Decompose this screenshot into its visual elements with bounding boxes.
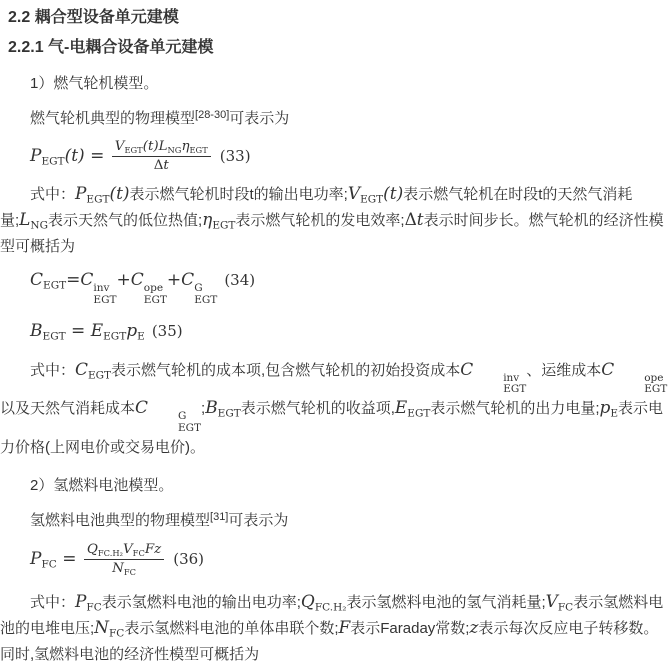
math-token xyxy=(19,209,48,232)
math-superscript: G xyxy=(194,282,203,295)
math-superscript: ope xyxy=(644,371,664,384)
math-token xyxy=(75,358,112,382)
math-token xyxy=(30,549,57,569)
math-supsub xyxy=(144,283,167,307)
math-token xyxy=(91,321,127,341)
math-token xyxy=(30,270,66,290)
math-base: B xyxy=(205,397,218,418)
equation-number: (34) xyxy=(224,271,256,290)
text-run: + xyxy=(166,270,182,291)
math-token xyxy=(154,542,161,557)
math-base: P xyxy=(75,591,87,612)
math-token xyxy=(599,397,619,420)
math-base: Δ xyxy=(404,209,417,230)
equation-34 xyxy=(30,268,672,307)
equation-number: (33) xyxy=(219,147,251,166)
math-subscript: EGT xyxy=(194,294,218,307)
list-item-1-title: 1）燃气轮机模型。 xyxy=(30,75,159,92)
citation-superscript: [28-30] xyxy=(195,109,230,121)
math-subscript: EGT xyxy=(360,193,384,206)
math-subscript: EGT xyxy=(407,407,431,420)
gas-turbine-intro xyxy=(0,106,672,132)
math-token xyxy=(112,561,136,576)
math-argument: (t) xyxy=(383,183,404,204)
math-base: V xyxy=(545,591,558,612)
math-subscript: EGT xyxy=(503,383,527,396)
text-run: = xyxy=(65,320,91,341)
fraction xyxy=(112,139,211,174)
math-subscript: FC xyxy=(132,547,145,558)
math-base: C xyxy=(460,358,474,379)
math-base: C xyxy=(80,270,94,291)
math-base: p xyxy=(599,397,611,418)
math-token xyxy=(347,183,404,206)
math-base: Q xyxy=(86,541,98,557)
math-token xyxy=(163,158,168,173)
math-subscript: E xyxy=(610,407,619,420)
text-run: 表示燃气轮机的收益项, xyxy=(240,400,395,418)
math-token xyxy=(75,183,130,206)
math-token xyxy=(405,209,417,229)
equation-number: (36) xyxy=(173,550,205,568)
math-subscript: EGT xyxy=(177,422,202,435)
math-subscript: EGT xyxy=(212,219,236,232)
math-base: t xyxy=(416,209,424,230)
text-run: 表示燃气轮机的成本项,包含燃气轮机的初始投资成本 xyxy=(111,361,461,379)
math-base: p xyxy=(126,320,138,341)
math-supsub xyxy=(148,411,201,435)
math-token xyxy=(126,321,145,341)
text-run: 表示Faraday常数; xyxy=(350,620,470,638)
text-run: 表示电力价格(上网电价或交易电价)。 xyxy=(0,400,664,456)
math-token xyxy=(123,542,145,557)
text-run: = xyxy=(66,270,81,291)
math-token xyxy=(545,591,574,614)
math-token xyxy=(87,542,123,557)
math-subscript: EGT xyxy=(217,407,241,420)
math-base: F xyxy=(338,617,351,638)
math-supsub xyxy=(473,373,526,397)
math-base: V xyxy=(122,541,133,557)
math-base: V xyxy=(347,183,361,204)
math-token xyxy=(181,139,207,154)
text-run: 可表示为 xyxy=(228,511,289,529)
math-subscript: EGT xyxy=(644,383,668,396)
math-base: E xyxy=(90,320,104,341)
math-base: C xyxy=(30,270,44,291)
math-token xyxy=(394,397,431,420)
math-base: η xyxy=(202,209,213,230)
math-subscript: EGT xyxy=(43,279,67,292)
text-run: + xyxy=(116,270,131,291)
math-base: C xyxy=(130,270,144,291)
math-subscript: EGT xyxy=(143,294,167,307)
fraction xyxy=(84,542,164,577)
math-base: N xyxy=(94,617,109,638)
text-run: 、运维成本 xyxy=(526,361,602,379)
math-base: B xyxy=(30,320,43,341)
math-token xyxy=(80,270,117,307)
math-base: Q xyxy=(300,591,315,612)
math-base: Δ xyxy=(153,158,164,174)
math-subscript: EGT xyxy=(87,369,112,382)
math-token xyxy=(202,209,236,232)
math-token xyxy=(460,358,527,396)
math-argument: (t) xyxy=(142,139,159,154)
text-run: = xyxy=(56,549,82,569)
text-run: 表示氢燃料电池的输出电功率; xyxy=(101,594,301,612)
math-subscript: EGT xyxy=(86,193,110,206)
math-token xyxy=(469,617,478,637)
text-run: 式中： xyxy=(30,594,76,612)
section-heading: 2.2 耦合型设备单元建模 xyxy=(8,9,179,26)
math-base: P xyxy=(30,146,42,167)
fuel-cell-symbol-description xyxy=(0,590,672,668)
math-base: N xyxy=(112,561,124,576)
math-base: L xyxy=(19,209,31,230)
math-subscript: NG xyxy=(30,219,48,232)
math-base: z xyxy=(154,541,162,557)
subsection-heading: 2.2.1 气-电耦合设备单元建模 xyxy=(8,39,214,56)
text-run: 表示每次反应电子转移数。同时,氢燃料电池的经济性模型可概括为 xyxy=(0,620,659,664)
citation-superscript: [31] xyxy=(210,510,229,523)
text-run: 表示燃气轮机的发电效率; xyxy=(235,212,405,230)
text-run: 表示氢燃料电池的氢气消耗量; xyxy=(346,594,546,612)
math-subscript: FC xyxy=(41,558,57,571)
math-base: P xyxy=(30,549,42,569)
math-token xyxy=(417,209,424,229)
math-token xyxy=(300,591,347,614)
math-base: C xyxy=(181,270,195,291)
math-subscript: FC xyxy=(109,627,125,640)
equation-36 xyxy=(30,542,672,577)
math-subscript: EGT xyxy=(41,155,65,168)
text-run: 氢燃料电池典型的物理模型 xyxy=(30,511,211,529)
math-base: C xyxy=(601,358,615,379)
math-token xyxy=(135,397,202,435)
math-token xyxy=(75,591,102,614)
math-base: L xyxy=(158,139,168,154)
fraction-denominator xyxy=(84,559,164,577)
math-token xyxy=(94,617,125,640)
text-run: 可表示为 xyxy=(229,110,290,127)
math-argument: (t) xyxy=(64,146,85,167)
math-token xyxy=(154,158,164,173)
math-supsub xyxy=(614,373,667,397)
math-subscript: FC xyxy=(123,566,136,577)
fraction-denominator xyxy=(112,156,211,174)
text-run: 表示燃气轮机时段t的输出电功率; xyxy=(129,186,348,204)
math-subscript: EGT xyxy=(124,144,143,155)
text-run: 式中： xyxy=(30,186,76,204)
text-run: 表示氢燃料电池的电堆电压; xyxy=(0,594,664,638)
text-run: = xyxy=(84,146,110,167)
article-page xyxy=(0,9,672,668)
math-subscript: FC xyxy=(86,601,102,614)
math-superscript: ope xyxy=(143,282,164,295)
equation-33 xyxy=(30,139,672,174)
math-base: η xyxy=(181,139,190,154)
fraction-numerator xyxy=(84,542,164,559)
math-base: P xyxy=(75,183,87,204)
math-argument: (t) xyxy=(109,183,130,204)
math-base: z xyxy=(469,617,479,638)
math-subscript: EGT xyxy=(189,144,208,155)
math-subscript: EGT xyxy=(93,294,117,307)
math-token xyxy=(145,542,154,557)
math-base: F xyxy=(144,541,155,557)
equation-35 xyxy=(30,319,672,344)
math-token xyxy=(205,397,241,420)
math-subscript: NG xyxy=(167,144,182,155)
list-item-2-title: 2）氢燃料电池模型。 xyxy=(30,476,174,494)
gas-turbine-economics-description xyxy=(0,358,672,461)
math-token xyxy=(601,358,668,396)
fuel-cell-intro xyxy=(0,508,672,534)
math-supsub xyxy=(93,283,116,307)
math-token xyxy=(339,617,351,637)
math-subscript: FC.H₂ xyxy=(314,601,347,614)
math-subscript: EGT xyxy=(103,330,127,343)
math-base: t xyxy=(163,158,169,174)
math-base: E xyxy=(394,397,408,418)
math-token xyxy=(30,146,85,166)
text-run: 表示燃气轮机在时段t的天然气消耗量; xyxy=(0,186,633,230)
equation-number: (35) xyxy=(151,321,183,340)
math-token xyxy=(159,139,182,154)
math-token xyxy=(130,270,167,307)
text-run: 表示氢燃料电池的单体串联个数; xyxy=(124,620,339,638)
math-subscript: FC xyxy=(557,601,574,614)
text-run: 表示时间步长。燃气轮机的经济性模型可概括为 xyxy=(0,212,664,256)
math-subscript: EGT xyxy=(42,330,66,343)
math-supsub xyxy=(194,283,217,307)
math-base: C xyxy=(135,397,148,418)
math-superscript: inv xyxy=(503,371,520,384)
math-subscript: FC.H₂ xyxy=(97,547,123,558)
text-run: 燃气轮机典型的物理模型 xyxy=(30,110,196,127)
math-token xyxy=(30,321,66,341)
math-token xyxy=(181,270,218,307)
math-base: C xyxy=(75,358,88,379)
gas-turbine-symbol-description xyxy=(0,182,672,260)
text-run: ; xyxy=(201,400,206,418)
math-superscript: G xyxy=(177,410,187,423)
text-run: 表示燃气轮机的出力电量; xyxy=(430,400,600,418)
math-base: V xyxy=(114,139,125,154)
math-token xyxy=(115,139,159,154)
math-superscript: inv xyxy=(93,282,110,295)
fraction-numerator xyxy=(112,139,211,156)
text-run: 式中： xyxy=(30,361,76,379)
text-run: 以及天然气消耗成本 xyxy=(0,400,136,418)
text-run: 表示天然气的低位热值; xyxy=(48,212,203,230)
math-subscript: E xyxy=(137,330,145,343)
